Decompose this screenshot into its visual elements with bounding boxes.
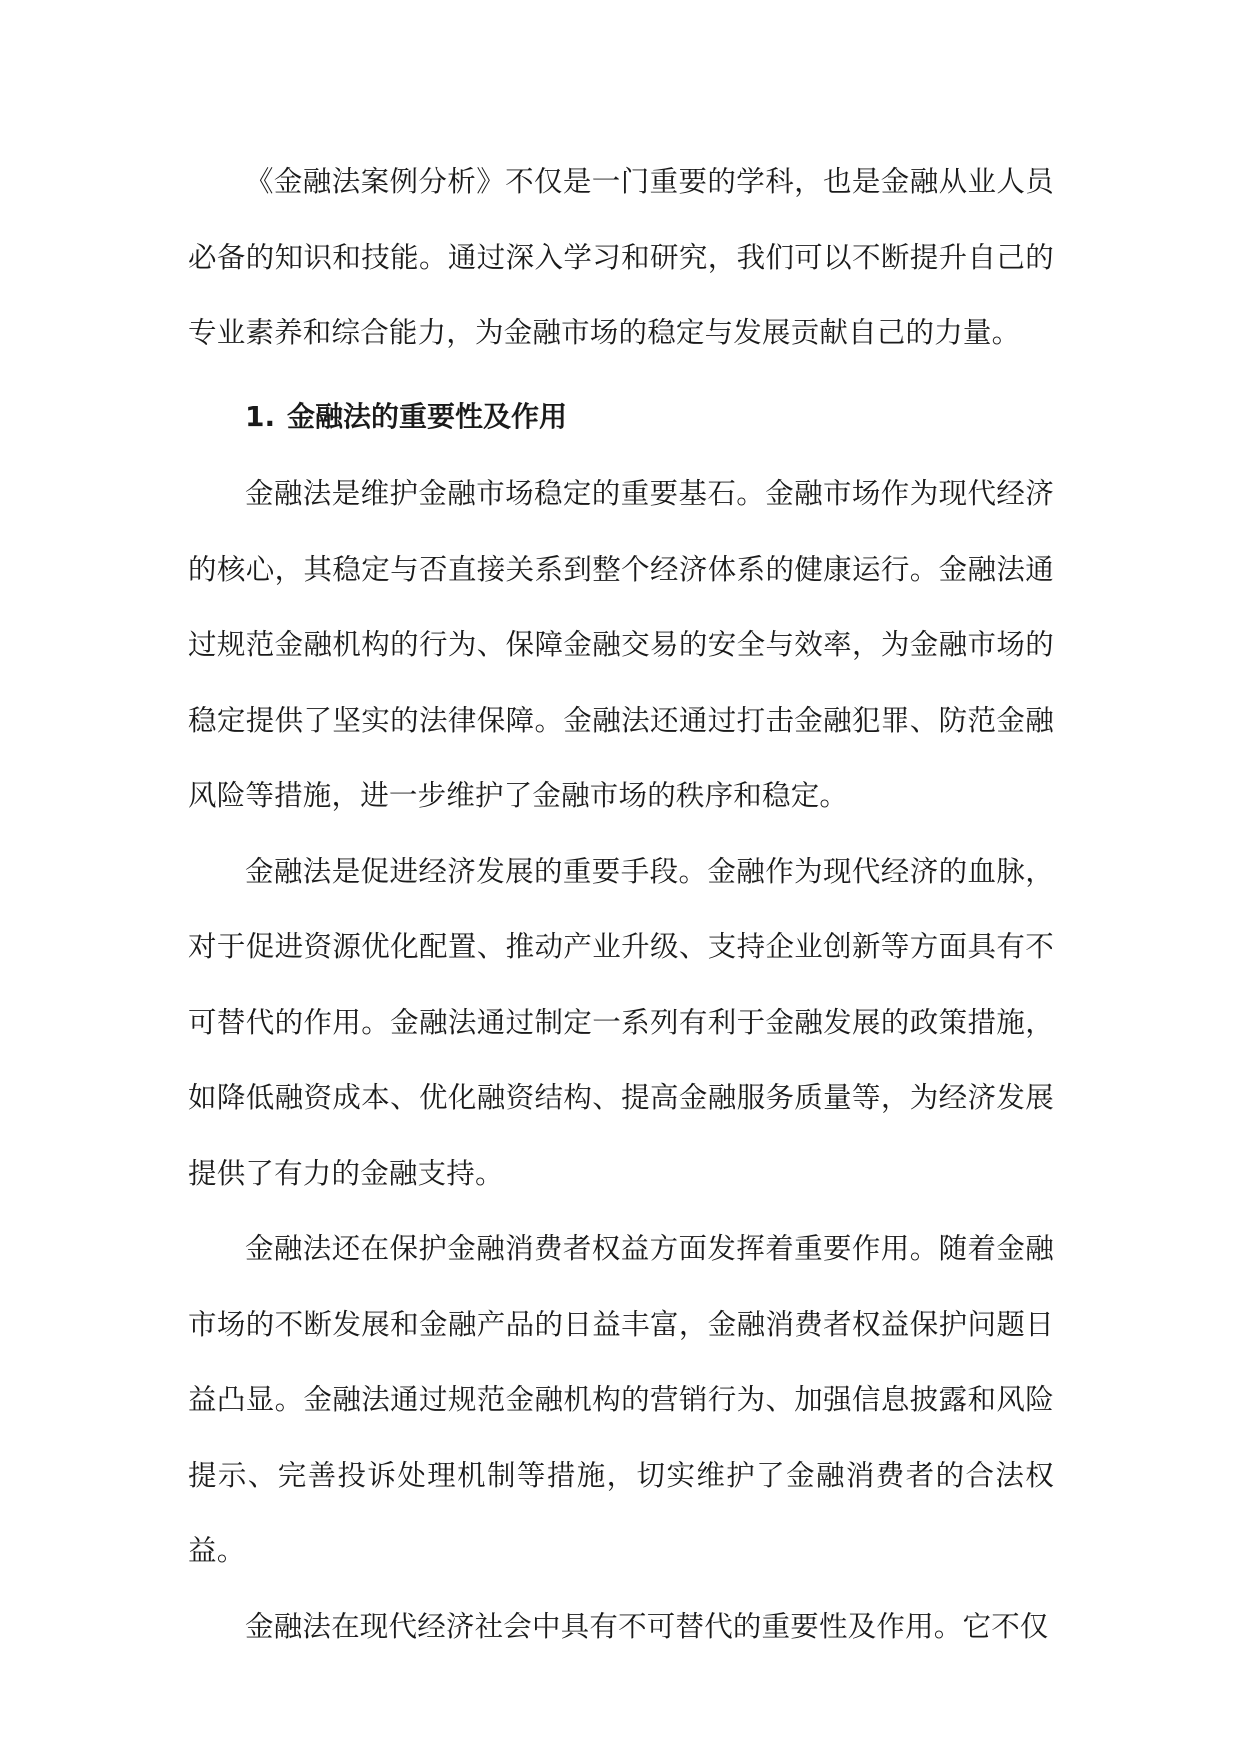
section-title: 金融法的重要性及作用	[287, 399, 568, 433]
section-spacer	[188, 371, 1054, 379]
body-paragraph: 金融法是维护金融市场稳定的重要基石。金融市场作为现代经济的核心，其稳定与否直接关系到整个经济体系的健康运行。金融法通过规范金融机构的行为、保障金融交易的安全与效率，为金融市场的稳定提供了坚实的法律保障。金融法还通过打击金融犯罪、防范金融风险等措施，进一步维护了金融市场的秩序和稳定。	[188, 477, 1054, 812]
body-paragraph: 金融法是促进经济发展的重要手段。金融作为现代经济的血脉，对于促进资源优化配置、推动产业升级、支持企业创新等方面具有不可替代的作用。金融法通过制定一系列有利于金融发展的政策措施，如降低融资成本、优化融资结构、提高金融服务质量等，为经济发展提供了有力的金融支持。	[188, 854, 1054, 1190]
section-number: 1.	[245, 399, 276, 433]
document-body	[188, 144, 1054, 1664]
body-paragraph: 金融法还在保护金融消费者权益方面发挥着重要作用。随着金融市场的不断发展和金融产品的日益丰富，金融消费者权益保护问题日益凸显。金融法通过规范金融机构的营销行为、加强信息披露和风险提示、完善投诉处理机制等措施，切实维护了金融消费者的合法权益。	[188, 1232, 1054, 1567]
body-paragraph: 金融法在现代经济社会中具有不可替代的重要性及作用。它不仅	[245, 1609, 1049, 1643]
intro-paragraph: 《金融法案例分析》不仅是一门重要的学科，也是金融从业人员必备的知识和技能。通过深入学习和研究，我们可以不断提升自己的专业素养和综合能力，为金融市场的稳定与发展贡献自己的力量。	[188, 165, 1054, 349]
section-heading	[188, 379, 1054, 455]
